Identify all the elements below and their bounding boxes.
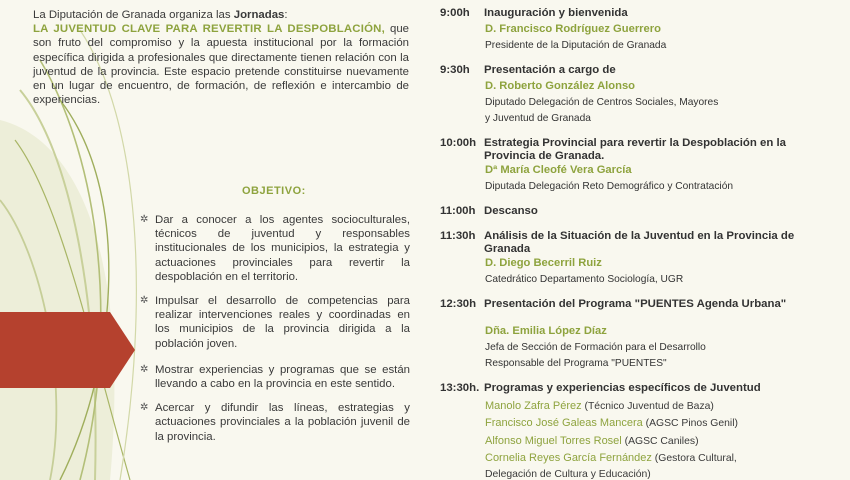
slot-time: 10:00h xyxy=(440,137,477,149)
leaf-shade xyxy=(0,120,114,480)
slot-title: Descanso xyxy=(484,205,538,217)
objetivo-item xyxy=(140,363,410,391)
slot-role: Presidente de la Diputación de Granada xyxy=(485,40,667,51)
star-bullet-icon: ✲ xyxy=(140,363,149,375)
slot-speaker: D. Diego Becerril Ruiz xyxy=(485,257,602,269)
experience-item xyxy=(485,398,845,415)
objetivo-item-text: Mostrar experiencias y programas que se están llevando a cabo en la provincia en este sentido. xyxy=(155,363,410,391)
slot-speaker: Dª María Cleofé Vera García xyxy=(485,164,632,176)
grass-stroke-4 xyxy=(15,140,130,480)
slot-title: Estrategia Provincial para revertir la Despoblación en la Provincia de Granada. xyxy=(484,137,786,162)
slot-speaker: Dña. Emilia López Díaz xyxy=(485,325,607,337)
intro-headline: LA JUVENTUD CLAVE PARA REVERTIR LA DESPOBLACIÓN, xyxy=(33,23,385,36)
intro-line-start: La Diputación de Granada organiza las xyxy=(33,9,234,21)
intro-body: que son fruto del compromiso y la apuesta institucional por la formación específica dirigida a profesionales que directamente tienen relación con la juventud de la provincia. Este espacio pretende constituirse nuevamente en un lugar de encuentro, de formación, de reflexión e intercambio de experiencias. xyxy=(33,23,409,107)
slot-title: Inauguración y bienvenida xyxy=(484,7,628,19)
slot-role: Catedrático Departamento Sociología, UGR xyxy=(485,274,684,285)
slot-time: 9:30h xyxy=(440,64,470,76)
red-banner xyxy=(0,312,135,388)
star-bullet-icon: ✲ xyxy=(140,295,149,307)
experience-name: Manolo Zafra Pérez xyxy=(485,400,582,412)
objetivo-item xyxy=(140,401,410,444)
slot-title: Análisis de la Situación de la Juventud en la Provincia de Granada xyxy=(484,230,795,255)
objetivo-item-text: Acercar y difundir las líneas, estrategias y actuaciones provinciales a la población juvenil de la provincia. xyxy=(155,402,410,443)
experiences-list xyxy=(485,398,845,480)
slot-time: 11:30h xyxy=(440,230,476,242)
slot-role: Responsable del Programa "PUENTES" xyxy=(485,358,667,369)
experience-detail: (Gestora Cultural, xyxy=(651,452,737,464)
slot-role: y Juventud de Granada xyxy=(485,113,591,124)
experience-name: Francisco José Galeas Mancera xyxy=(485,417,643,430)
experience-item xyxy=(485,415,845,432)
slot-title: Presentación del Programa "PUENTES Agenda Urbana" xyxy=(484,298,787,310)
jornadas-word: Jornadas xyxy=(233,9,285,21)
experience-tail: Delegación de Cultura y Educación) xyxy=(485,469,651,480)
intro-colon: : xyxy=(284,9,288,21)
intro-paragraph xyxy=(33,8,409,107)
slot-role: Diputada Delegación Reto Demográfico y Contratación xyxy=(485,181,734,192)
star-bullet-icon: ✲ xyxy=(140,214,149,225)
grass-stroke-1 xyxy=(20,90,96,480)
slot-title: Presentación a cargo de xyxy=(484,64,616,76)
grass-stroke-3 xyxy=(60,100,109,480)
objetivo-item-text: Dar a conocer a los agentes socioculturales, técnicos de juventud y responsables institucionales de los municipios, la estrategia y actuaciones provinciales para revertir la despoblación en el territorio. xyxy=(155,214,410,283)
experience-name: Cornelia Reyes García Fernández xyxy=(485,451,652,464)
slot-time: 11:00h xyxy=(440,205,476,217)
slot-title: Programas y experiencias específicos de Juventud xyxy=(484,382,761,394)
slot-time: 9:00h xyxy=(440,7,470,19)
slot-time: 12:30h xyxy=(440,298,477,310)
objetivo-item-text: Impulsar el desarrollo de competencias para realizar intervenciones reales y coordinadas en los municipios de la provincia dirigida a la población joven. xyxy=(155,295,410,350)
objetivo-list xyxy=(140,213,410,454)
experience-item xyxy=(485,433,845,450)
experience-item xyxy=(485,450,845,467)
objetivo-item xyxy=(140,213,410,284)
slot-time: 13:30h. xyxy=(440,382,480,394)
slot-role: Diputado Delegación de Centros Sociales, Mayores xyxy=(485,97,719,108)
grass-stroke-5 xyxy=(0,200,56,480)
experience-name: Alfonso Miguel Torres Rosel xyxy=(485,434,622,447)
slot-speaker: D. Roberto González Alonso xyxy=(485,80,635,92)
slot-role: Jefa de Sección de Formación para el Desarrollo xyxy=(485,342,706,353)
grass-stroke-2 xyxy=(40,60,101,480)
star-bullet-icon: ✲ xyxy=(140,402,149,414)
objetivo-title: OBJETIVO: xyxy=(242,185,306,197)
experience-detail: (AGSC Caniles) xyxy=(621,435,699,447)
experience-detail: (Técnico Juventud de Baza) xyxy=(581,401,714,412)
experience-detail: (AGSC Pinos Genil) xyxy=(642,418,739,430)
objetivo-item xyxy=(140,294,410,351)
slot-speaker: D. Francisco Rodríguez Guerrero xyxy=(485,23,661,35)
